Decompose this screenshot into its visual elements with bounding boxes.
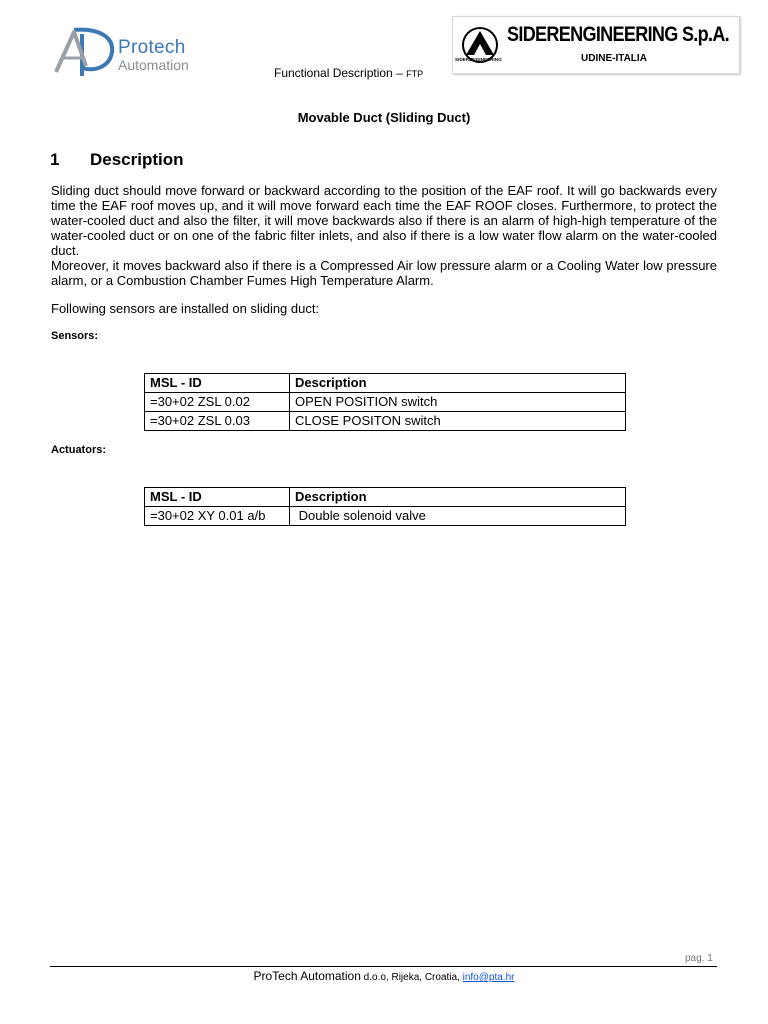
table-row (145, 412, 626, 431)
description-paragraph-1: Sliding duct should move forward or backward according to the position of the EAF roof. It will go backwards every time the EAF roof moves up, and it will move forward each time the EAF ROOF closes. Furthermore, to protect the water-cooled duct and also the filter, it will move backwards also if there is an alarm of high-high temperature of the water-cooled duct or on one of the fabric filter inlets, and also if there is a low water flow alarm on the water-cooled duct. (51, 183, 717, 258)
doc-type-main: Functional Description (274, 66, 393, 80)
document-title: Movable Duct (Sliding Duct) (297, 110, 471, 125)
section-title: Description (90, 150, 184, 169)
protech-name: Protech (118, 37, 186, 58)
sider-logo-caption: SIDERENGINEERING (455, 57, 502, 62)
table-cell: =30+02 ZSL 0.02 (145, 393, 290, 412)
protech-subtitle: Automation (118, 57, 189, 73)
column-header-description: Description (290, 488, 626, 507)
actuators-table (144, 487, 626, 526)
sider-company-name: SIDERENGINEERING S.p.A. (507, 23, 730, 46)
table-header-row (145, 374, 626, 393)
description-paragraph-3: Following sensors are installed on sliding duct: (51, 301, 320, 316)
protech-logo-icon (52, 26, 118, 78)
footer-company: ProTech Automation (253, 969, 361, 983)
sensors-label: Sensors: (51, 330, 99, 342)
table-cell: OPEN POSITION switch (290, 393, 626, 412)
table-cell: =30+02 XY 0.01 a/b (145, 507, 290, 526)
doc-type-separator: – (392, 66, 407, 80)
footer-divider (50, 966, 717, 967)
document-type (274, 66, 423, 80)
table-row (145, 393, 626, 412)
table-cell: =30+02 ZSL 0.03 (145, 412, 290, 431)
table-header-row (145, 488, 626, 507)
column-header-msl-id: MSL - ID (145, 488, 290, 507)
footer-address: d.o.o, Rijeka, Croatia, (360, 972, 463, 983)
footer-email-link[interactable]: info@pta.hr (462, 972, 515, 983)
doc-type-code: FTP (406, 69, 424, 79)
description-paragraph-2: Moreover, it moves backward also if there is a Compressed Air low pressure alarm or a Cooling Water low pressure alarm, or a Combustion Chamber Fumes High Temperature Alarm. (51, 258, 717, 288)
table-row (145, 507, 626, 526)
table-cell: Double solenoid valve (290, 507, 626, 526)
page-number: pag. 1 (685, 953, 713, 964)
sider-city: UDINE-ITALIA (581, 53, 647, 64)
column-header-msl-id: MSL - ID (145, 374, 290, 393)
actuators-label: Actuators: (51, 444, 107, 456)
section-number: 1 (50, 150, 60, 169)
column-header-description: Description (290, 374, 626, 393)
protech-logo (52, 26, 212, 78)
table-cell: CLOSE POSITON switch (290, 412, 626, 431)
siderengineering-header (452, 16, 740, 74)
footer (0, 969, 768, 983)
sensors-table (144, 373, 626, 431)
